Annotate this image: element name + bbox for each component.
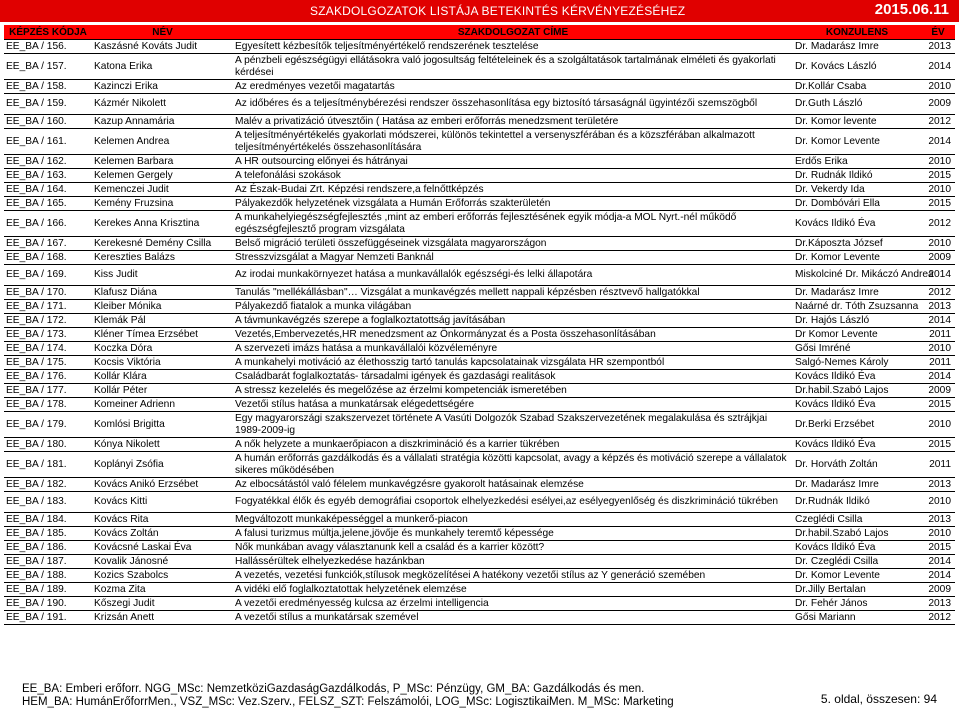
cell-name: Krizsán Anett (92, 611, 233, 625)
cell-code: EE_BA / 172. (4, 314, 92, 328)
cell-advisor: Dr. Komor levente (793, 115, 921, 129)
table-row (4, 452, 955, 478)
cell-code: EE_BA / 170. (4, 286, 92, 300)
cell-advisor: Dr.Guth László (793, 94, 921, 115)
cell-year: 2010 (921, 342, 955, 356)
cell-advisor: Kovács Ildikó Éva (793, 211, 921, 237)
cell-name: Kovácsné Laskai Éva (92, 541, 233, 555)
cell-title: Egy magyarországi szakszervezet története A Vasúti Dolgozók Szabad Szakszervezetének megalakulása és sztrájkjai 1989-2009-ig (233, 412, 793, 438)
table-row (4, 384, 955, 398)
page-number: 5. oldal, összesen: 94 (820, 692, 937, 706)
cell-code: EE_BA / 166. (4, 211, 92, 237)
table-row (4, 370, 955, 384)
cell-year: 2010 (921, 183, 955, 197)
table-row (4, 115, 955, 129)
cell-title: A nők helyzete a munkaerőpiacon a diszkrimináció és a karrier tükrében (233, 438, 793, 452)
table-row (4, 541, 955, 555)
thesis-table (4, 25, 955, 625)
cell-code: EE_BA / 160. (4, 115, 92, 129)
cell-advisor: Gősi Mariann (793, 611, 921, 625)
cell-advisor: Dr. Czeglédi Csilla (793, 555, 921, 569)
cell-title: A HR outsourcing előnyei és hátrányai (233, 155, 793, 169)
cell-year: 2010 (921, 237, 955, 251)
cell-code: EE_BA / 184. (4, 513, 92, 527)
cell-advisor: Kovács Ildikó Éva (793, 438, 921, 452)
cell-year: 2015 (921, 197, 955, 211)
table-row (4, 314, 955, 328)
cell-title: A vezetés, vezetési funkciók,stílusok megközelítései A hatékony vezetői stílus az Y generáció szemében (233, 569, 793, 583)
cell-advisor: Dr.Rudnák Ildikó (793, 492, 921, 513)
table-row (4, 94, 955, 115)
table-row (4, 398, 955, 412)
cell-advisor: Dr. Vekerdy Ida (793, 183, 921, 197)
table-header-row (4, 25, 955, 40)
cell-advisor: Dr.habil.Szabó Lajos (793, 384, 921, 398)
cell-advisor: Erdős Erika (793, 155, 921, 169)
cell-title: Vezetői stílus hatása a munkatársak elégedettségére (233, 398, 793, 412)
cell-code: EE_BA / 181. (4, 452, 92, 478)
cell-code: EE_BA / 182. (4, 478, 92, 492)
cell-year: 2010 (921, 492, 955, 513)
table-row (4, 412, 955, 438)
table-row (4, 569, 955, 583)
table-row (4, 155, 955, 169)
cell-code: EE_BA / 171. (4, 300, 92, 314)
cell-name: Kozics Szabolcs (92, 569, 233, 583)
cell-name: Klafusz Diána (92, 286, 233, 300)
cell-code: EE_BA / 174. (4, 342, 92, 356)
cell-advisor: Gősi Imréné (793, 342, 921, 356)
table-row (4, 438, 955, 452)
cell-code: EE_BA / 176. (4, 370, 92, 384)
cell-name: Kelemen Andrea (92, 129, 233, 155)
footer-line-2: HEM_BA: HumánErőforrMen., VSZ_MSc: Vez.Szerv., FELSZ_SZT: Felszámolói, LOG_MSc: LogisztikaiMen. M_MSc: Marketing (22, 696, 674, 708)
cell-code: EE_BA / 173. (4, 328, 92, 342)
cell-advisor: Dr. Hajós László (793, 314, 921, 328)
cell-advisor: Dr. Madarász Imre (793, 286, 921, 300)
table-body (4, 40, 955, 625)
cell-code: EE_BA / 162. (4, 155, 92, 169)
cell-code: EE_BA / 168. (4, 251, 92, 265)
cell-advisor: Dr.Káposzta József (793, 237, 921, 251)
cell-title: A humán erőforrás gazdálkodás és a vállalati stratégia közötti kapcsolat, avagy a képzés és motiváció szerepe a vállalatok sikeres működésében (233, 452, 793, 478)
table-row (4, 300, 955, 314)
cell-title: Az irodai munkakörnyezet hatása a munkavállalók egészségi-és lelki állapotára (233, 265, 793, 286)
cell-name: Kovács Rita (92, 513, 233, 527)
cell-advisor: Kovács Ildikó Éva (793, 541, 921, 555)
cell-code: EE_BA / 165. (4, 197, 92, 211)
cell-advisor: Dr. Horváth Zoltán (793, 452, 921, 478)
cell-advisor: Naárné dr. Tóth Zsuzsanna (793, 300, 921, 314)
cell-advisor: Miskolciné Dr. Mikáczó Andrea (793, 265, 921, 286)
cell-code: EE_BA / 190. (4, 597, 92, 611)
cell-year: 2013 (921, 597, 955, 611)
cell-year: 2015 (921, 541, 955, 555)
cell-title: Vezetés,Embervezetés,HR menedzsment az Önkormányzat és a Posta összehasonlításában (233, 328, 793, 342)
cell-code: EE_BA / 156. (4, 40, 92, 54)
cell-advisor: Dr. Komor Levente (793, 129, 921, 155)
table-row (4, 286, 955, 300)
cell-title: Az eredményes vezetői magatartás (233, 80, 793, 94)
cell-title: Egyesített kézbesítők teljesítményértékelő rendszerének tesztelése (233, 40, 793, 54)
cell-advisor: Dr.Berki Erzsébet (793, 412, 921, 438)
table-row (4, 328, 955, 342)
cell-year: 2015 (921, 169, 955, 183)
cell-year: 2014 (921, 370, 955, 384)
cell-name: Kovács Kitti (92, 492, 233, 513)
cell-code: EE_BA / 169. (4, 265, 92, 286)
footer-legend (22, 683, 674, 709)
cell-name: Kaszásné Kováts Judit (92, 40, 233, 54)
cell-code: EE_BA / 175. (4, 356, 92, 370)
cell-name: Kleiber Mónika (92, 300, 233, 314)
table-row (4, 54, 955, 80)
table-row (4, 211, 955, 237)
cell-title: Stresszvizsgálat a Magyar Nemzeti Banknál (233, 251, 793, 265)
cell-code: EE_BA / 157. (4, 54, 92, 80)
cell-year: 2015 (921, 398, 955, 412)
cell-name: Kovács Zoltán (92, 527, 233, 541)
cell-name: Kerekesné Demény Csilla (92, 237, 233, 251)
cell-year: 2012 (921, 115, 955, 129)
cell-name: Kemény Fruzsina (92, 197, 233, 211)
cell-advisor: Kovács Ildikó Éva (793, 398, 921, 412)
cell-title: A vezetői eredményesség kulcsa az érzelmi intelligencia (233, 597, 793, 611)
cell-code: EE_BA / 164. (4, 183, 92, 197)
cell-year: 2012 (921, 211, 955, 237)
cell-code: EE_BA / 186. (4, 541, 92, 555)
cell-advisor: Dr. Fehér János (793, 597, 921, 611)
cell-advisor: Dr Komor Levente (793, 328, 921, 342)
cell-year: 2014 (921, 569, 955, 583)
cell-advisor: Kovács Ildikó Éva (793, 370, 921, 384)
cell-name: Kollár Klára (92, 370, 233, 384)
cell-title: Az időbéres és a teljesítménybérezési rendszer összehasonlítása egy biztosító társaságnál ügyintézői szemszögből (233, 94, 793, 115)
cell-code: EE_BA / 179. (4, 412, 92, 438)
cell-code: EE_BA / 191. (4, 611, 92, 625)
cell-title: A teljesítményértékelés gyakorlati módszerei, különös tekintettel a versenyszférában és a közszférában alkalmazott teljesítményértékelés összehasonlítására (233, 129, 793, 155)
cell-code: EE_BA / 158. (4, 80, 92, 94)
table-row (4, 342, 955, 356)
cell-year: 2010 (921, 155, 955, 169)
cell-code: EE_BA / 183. (4, 492, 92, 513)
table-row (4, 197, 955, 211)
cell-title: Az Észak-Budai Zrt. Képzési rendszere,a felnőttképzés (233, 183, 793, 197)
table-row (4, 169, 955, 183)
cell-advisor: Czeglédi Csilla (793, 513, 921, 527)
cell-name: Kazinczi Erika (92, 80, 233, 94)
cell-year: 2015 (921, 438, 955, 452)
cell-advisor: Dr. Rudnák Ildikó (793, 169, 921, 183)
cell-name: Kazup Annamária (92, 115, 233, 129)
cell-title: A stressz kezelelés és megelőzése az érzelmi kompetenciák ismeretében (233, 384, 793, 398)
cell-title: A telefonálási szokások (233, 169, 793, 183)
cell-name: Kiss Judit (92, 265, 233, 286)
cell-year: 2014 (921, 129, 955, 155)
cell-title: Hallássérültek elhelyezkedése hazánkban (233, 555, 793, 569)
col-header-code: KÉPZÉS KÓDJA (4, 25, 92, 40)
table-row (4, 356, 955, 370)
cell-advisor: Dr. Komor Levente (793, 569, 921, 583)
cell-year: 2010 (921, 80, 955, 94)
cell-code: EE_BA / 178. (4, 398, 92, 412)
col-header-advisor: KONZULENS (793, 25, 921, 40)
cell-title: A munkahelyi motiváció az élethosszig tartó tanulás kapcsolatainak vizsgálata HR szempontból (233, 356, 793, 370)
cell-year: 2013 (921, 478, 955, 492)
cell-name: Komlósi Brigitta (92, 412, 233, 438)
cell-advisor: Dr. Komor Levente (793, 251, 921, 265)
table-row (4, 40, 955, 54)
table-row (4, 183, 955, 197)
footer-line-1: EE_BA: Emberi erőforr. NGG_MSc: NemzetköziGazdaságGazdálkodás, P_MSc: Pénzügy, GM_BA: Gazdálkodás és men. (22, 683, 645, 695)
cell-title: Belső migráció területi összefüggéseinek vizsgálata magyarországon (233, 237, 793, 251)
table-row (4, 555, 955, 569)
cell-name: Kőszegi Judit (92, 597, 233, 611)
cell-code: EE_BA / 177. (4, 384, 92, 398)
cell-title: Tanulás "mellékállásban"… Vizsgálat a munkavégzés mellett nappali képzésben résztvevő hallgatókkal (233, 286, 793, 300)
cell-title: Megváltozott munkaképességgel a munkerő-piacon (233, 513, 793, 527)
cell-year: 2014 (921, 265, 955, 286)
cell-name: Kocsis Viktória (92, 356, 233, 370)
cell-name: Kovalik Jánosné (92, 555, 233, 569)
cell-year: 2012 (921, 611, 955, 625)
cell-title: A falusi turizmus múltja,jelene,jövője és munkahely teremtő képessége (233, 527, 793, 541)
cell-advisor: Dr. Dombóvári Ella (793, 197, 921, 211)
cell-name: Komeiner Adrienn (92, 398, 233, 412)
cell-code: EE_BA / 167. (4, 237, 92, 251)
cell-year: 2014 (921, 555, 955, 569)
cell-code: EE_BA / 189. (4, 583, 92, 597)
header-date: 2015.06.11 (874, 1, 949, 18)
cell-advisor: Dr. Madarász Imre (793, 40, 921, 54)
cell-name: Klemák Pál (92, 314, 233, 328)
cell-advisor: Dr.Jilly Bertalan (793, 583, 921, 597)
cell-year: 2011 (921, 328, 955, 342)
cell-title: A vezetői stílus a munkatársak szemével (233, 611, 793, 625)
cell-name: Kozma Zita (92, 583, 233, 597)
cell-title: A vidéki elő foglalkoztatottak helyzetének elemzése (233, 583, 793, 597)
cell-title: Az elbocsátástól való félelem munkavégzésre gyakorolt hatásainak elemzése (233, 478, 793, 492)
cell-year: 2012 (921, 286, 955, 300)
cell-year: 2011 (921, 356, 955, 370)
cell-year: 2009 (921, 251, 955, 265)
cell-title: A pénzbeli egészségügyi ellátásokra való jogosultság feltételeinek és a szolgáltatások tartalmának elméleti és gyakorlati kérdései (233, 54, 793, 80)
cell-advisor: Dr.Kollár Csaba (793, 80, 921, 94)
cell-code: EE_BA / 163. (4, 169, 92, 183)
cell-name: Kollár Péter (92, 384, 233, 398)
cell-year: 2014 (921, 314, 955, 328)
cell-title: A szervezeti imázs hatása a munkavállalói közvéleményre (233, 342, 793, 356)
cell-title: Fogyatékkal élők és egyéb demográfiai csoportok elhelyezkedési esélyei,az esélyegyenlőség és diszkrimináció tükrében (233, 492, 793, 513)
cell-year: 2014 (921, 54, 955, 80)
table-row (4, 513, 955, 527)
cell-advisor: Dr. Madarász Imre (793, 478, 921, 492)
cell-title: A munkahelyiegészségfejlesztés ,mint az emberi erőforrás fejlesztésének egyik módja-a MOL Nyrt.-nél működő egészségfejlesztő program vizsgálata (233, 211, 793, 237)
table-row (4, 492, 955, 513)
cell-year: 2013 (921, 40, 955, 54)
cell-name: Kerekes Anna Krisztina (92, 211, 233, 237)
cell-name: Kléner Tímea Erzsébet (92, 328, 233, 342)
table-row (4, 80, 955, 94)
table-row (4, 583, 955, 597)
cell-advisor: Dr. Kovács László (793, 54, 921, 80)
cell-name: Koplányi Zsófia (92, 452, 233, 478)
table-row (4, 237, 955, 251)
cell-title: A távmunkavégzés szerepe a foglalkoztatottság javításában (233, 314, 793, 328)
cell-code: EE_BA / 187. (4, 555, 92, 569)
cell-name: Kovács Anikó Erzsébet (92, 478, 233, 492)
cell-year: 2009 (921, 384, 955, 398)
cell-code: EE_BA / 180. (4, 438, 92, 452)
table-row (4, 527, 955, 541)
cell-code: EE_BA / 159. (4, 94, 92, 115)
cell-title: Pályakezdő fiatalok a munka világában (233, 300, 793, 314)
table-row (4, 478, 955, 492)
cell-code: EE_BA / 185. (4, 527, 92, 541)
col-header-title: SZAKDOLGOZAT CÍME (233, 25, 793, 40)
cell-year: 2013 (921, 300, 955, 314)
cell-title: Pályakezdők helyzetének vizsgálata a Humán Erőforrás szakterületén (233, 197, 793, 211)
cell-name: Katona Erika (92, 54, 233, 80)
cell-title: Családbarát foglalkoztatás- társadalmi igények és gazdasági realitások (233, 370, 793, 384)
table-row (4, 265, 955, 286)
table-row (4, 597, 955, 611)
cell-name: Kázmér Nikolett (92, 94, 233, 115)
col-header-name: NÉV (92, 25, 233, 40)
cell-name: Kemenczei Judit (92, 183, 233, 197)
cell-year: 2013 (921, 513, 955, 527)
cell-name: Kelemen Barbara (92, 155, 233, 169)
cell-title: Malév a privatizáció útvesztőin ( Hatása az emberi erőforrás menedzsment területére (233, 115, 793, 129)
cell-name: Kereszties Balázs (92, 251, 233, 265)
cell-title: Nők munkában avagy választanunk kell a család és a karrier között? (233, 541, 793, 555)
table-row (4, 251, 955, 265)
cell-name: Kónya Nikolett (92, 438, 233, 452)
cell-year: 2010 (921, 412, 955, 438)
cell-code: EE_BA / 161. (4, 129, 92, 155)
cell-year: 2010 (921, 527, 955, 541)
page-title: SZAKDOLGOZATOK LISTÁJA BETEKINTÉS KÉRVÉNYEZÉSÉHEZ (310, 4, 686, 18)
cell-advisor: Dr.habil.Szabó Lajos (793, 527, 921, 541)
cell-year: 2011 (921, 452, 955, 478)
cell-name: Koczka Dóra (92, 342, 233, 356)
cell-name: Kelemen Gergely (92, 169, 233, 183)
cell-year: 2009 (921, 94, 955, 115)
cell-code: EE_BA / 188. (4, 569, 92, 583)
cell-advisor: Salgó-Nemes Károly (793, 356, 921, 370)
table-row (4, 129, 955, 155)
col-header-year: ÉV (921, 25, 955, 40)
table-row (4, 611, 955, 625)
header-bar (0, 0, 959, 22)
cell-year: 2009 (921, 583, 955, 597)
